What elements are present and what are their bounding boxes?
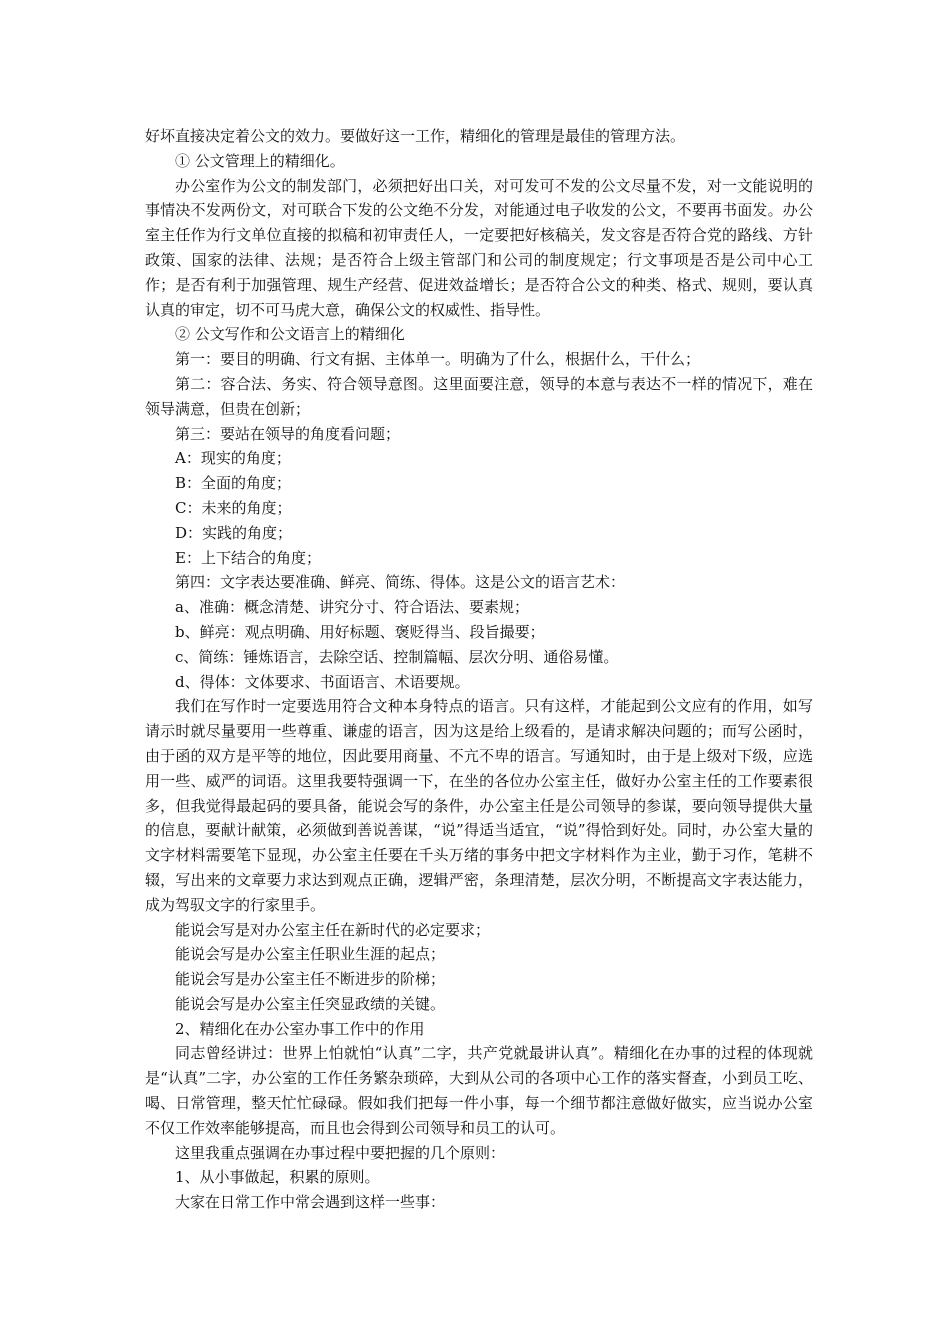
list-item: c、简练：锤炼语言，去除空话、控制篇幅、层次分明、通俗易懂。 bbox=[175, 647, 619, 666]
paragraph: 办公室作为公文的制发部门，必须把好出口关，对可发可不发的公文尽量不发，对一文能说明的事情决不发两份文，对可联合下发的公文绝不分发，对能通过电子收发的公文，不要再书面发。办公室主任作为行文单位直接的拟稿和初审责任人，一定要把好核稿关，发文容是否符合党的路线、方针政策、国家的法律、法规；是否符合上级主管部门和公司的制度规定；行文事项是否是公司中心工作；是否有利于加强管理、规生产经营、促进效益增长；是否符合公文的种类、格式、规则，要认真认真的审定，切不可马虎大意，确保公文的权威性、指导性。 bbox=[145, 176, 813, 319]
list-item: B：全面的角度； bbox=[175, 474, 292, 493]
paragraph: 第二：容合法、务实、符合领导意图。这里面要注意，领导的本意与表达不一样的情况下，难在领导满意，但贵在创新； bbox=[145, 374, 813, 418]
section-heading: 1、从小事做起，积累的原则。 bbox=[175, 1168, 380, 1187]
document-page bbox=[145, 124, 813, 1215]
list-item: C：未来的角度； bbox=[175, 498, 292, 517]
paragraph: 这里我重点强调在办事过程中要把握的几个原则： bbox=[175, 1143, 506, 1162]
paragraph: 好坏直接决定着公文的效力。要做好这一工作，精细化的管理是最佳的管理方法。 bbox=[145, 127, 686, 145]
paragraph: 第四：文字表达要准确、鲜亮、简练、得体。这是公文的语言艺术： bbox=[175, 573, 626, 592]
list-item: d、得体：文体要求、书面语言、术语要规。 bbox=[175, 672, 470, 691]
list-item: a、准确：概念清楚、讲究分寸、符合语法、要素规； bbox=[175, 598, 529, 617]
list-item: E：上下结合的角度； bbox=[175, 548, 321, 567]
list-item: 能说会写是对办公室主任在新时代的必定要求； bbox=[175, 920, 491, 939]
list-item: 能说会写是办公室主任职业生涯的起点； bbox=[175, 945, 446, 964]
list-item: 能说会写是办公室主任不断进步的阶梯； bbox=[175, 970, 446, 989]
paragraph: 第三：要站在领导的角度看问题； bbox=[175, 424, 401, 443]
paragraph: 大家在日常工作中常会遇到这样一些事： bbox=[175, 1193, 446, 1212]
list-item: b、鲜亮：观点明确、用好标题、褒贬得当、段旨撮要； bbox=[175, 622, 545, 641]
paragraph: 同志曾经讲过：世界上怕就怕“认真”二字，共产党就最讲认真”。精细化在办事的过程的体现就是“认真”二字，办公室的工作任务繁杂琐碎，大到从公司的各项中心工作的落实督查，小到员工吃、喝、日常管理，整天忙忙碌碌。假如我们把每一件小事，每一个细节都注意做好做实，应当说办公室不仅工作效率能够提高，而且也会得到公司领导和员工的认可。 bbox=[145, 1044, 813, 1137]
section-heading: ① 公文管理上的精细化。 bbox=[175, 151, 345, 170]
paragraph: 第一：要目的明确、行文有据、主体单一。明确为了什么，根据什么，干什么； bbox=[175, 350, 701, 369]
paragraph: 我们在写作时一定要选用符合文种本身特点的语言。只有这样，才能起到公文应有的作用，如写请示时就尽量要用一些尊重、谦虚的语言，因为这是给上级看的，是请求解决问题的；而写公函时，由于函的双方是平等的地位，因此要用商量、不亢不卑的语言。写通知时，由于是上级对下级，应选用一些、威严的词语。这里我要特强调一下，在坐的各位办公室主任，做好办公室主任的工作要素很多，但我觉得最起码的要具备，能说会写的条件，办公室主任是公司领导的参谋，要向领导提供大量的信息，要献计献策，必须做到善说善谋，“说”得适当适宜，“说”得恰到好处。同时，办公室大量的文字材料需要笔下显现，办公室主任要在千头万绪的事务中把文字材料作为主业，勤于习作，笔耕不辍，写出来的文章要力求达到观点正确，逻辑严密，条理清楚，层次分明，不断提高文字表达能力，成为驾驭文字的行家里手。 bbox=[145, 697, 813, 914]
list-item: A：现实的角度； bbox=[175, 449, 291, 468]
list-item: D：实践的角度； bbox=[175, 523, 293, 542]
section-heading: 2、精细化在办公室办事工作中的作用 bbox=[175, 1019, 425, 1038]
section-heading: ② 公文写作和公文语言上的精细化 bbox=[175, 325, 405, 344]
list-item: 能说会写是办公室主任突显政绩的关键。 bbox=[175, 994, 446, 1013]
